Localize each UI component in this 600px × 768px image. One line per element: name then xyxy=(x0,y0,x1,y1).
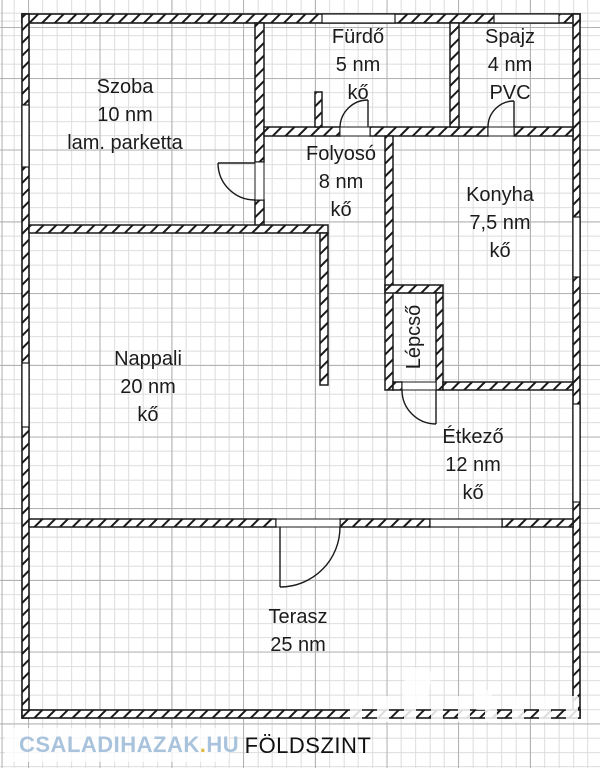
wall-furdo-bottom-left xyxy=(264,127,340,136)
room-floor: lam. parketta xyxy=(67,132,183,154)
wall-outer-bottom xyxy=(22,710,580,718)
room-area: 20 nm xyxy=(120,376,176,398)
room-label-folyoso xyxy=(306,140,376,224)
wall-nappali-right-partial xyxy=(320,233,328,385)
room-area: 12 nm xyxy=(445,454,501,476)
room-label-szoba xyxy=(67,73,183,157)
wall-szoba-right-upper xyxy=(255,23,264,162)
room-area: 10 nm xyxy=(97,104,153,126)
room-name: Nappali xyxy=(114,348,182,370)
room-name: Terasz xyxy=(268,606,328,628)
site-name-dot: . xyxy=(199,732,207,757)
wall-furdo-spajz-divider xyxy=(450,23,459,127)
wall-nappali-top xyxy=(29,225,328,233)
room-area: 7,5 nm xyxy=(469,212,531,234)
wall-lepcso-right xyxy=(436,293,443,390)
site-watermark xyxy=(5,728,240,762)
room-floor: PVC xyxy=(489,82,531,104)
window-konyha-right xyxy=(573,217,580,277)
room-floor: kő xyxy=(347,82,369,104)
door-opening-furdo xyxy=(340,127,370,136)
site-name-main: CSALADIHAZAK xyxy=(19,732,200,757)
room-floor: kő xyxy=(137,404,159,426)
door-opening-etkezo xyxy=(402,382,436,390)
window-spajz-top xyxy=(494,14,559,23)
wall-konyha-bottom xyxy=(443,382,573,390)
plan-title: FÖLDSZINT xyxy=(244,733,372,758)
window-terasz-top xyxy=(430,519,502,527)
room-floor: kő xyxy=(489,240,511,262)
door-opening-terasz xyxy=(276,519,340,527)
room-label-konyha xyxy=(466,181,534,265)
room-name: Spajz xyxy=(484,26,536,48)
wall-lepcso-top xyxy=(385,285,443,293)
door-opening-szoba xyxy=(255,162,264,200)
window-etkezo-right xyxy=(573,404,580,502)
room-name: Folyosó xyxy=(305,143,377,165)
room-name: Étkező xyxy=(442,426,504,448)
room-name: Lépcső xyxy=(403,304,425,370)
room-name: Szoba xyxy=(96,76,154,98)
room-label-lepcso xyxy=(400,305,428,370)
room-label-furdo xyxy=(332,23,384,107)
wall-spajz-bottom xyxy=(514,127,573,136)
site-name-tld: HU xyxy=(206,732,240,757)
wall-outer-right xyxy=(573,14,580,718)
window-szoba-left xyxy=(22,105,29,167)
room-label-terasz xyxy=(269,603,328,659)
window-nappali-left xyxy=(22,363,29,427)
site-name xyxy=(19,734,239,756)
door-szoba xyxy=(218,163,255,200)
door-opening-spajz xyxy=(488,127,514,136)
wall-furdo-bottom-right xyxy=(370,127,488,136)
wall-terasz-top-left xyxy=(29,519,276,527)
room-label-nappali xyxy=(114,345,182,429)
wall-furdo-stub xyxy=(315,92,322,127)
room-area: 8 nm xyxy=(318,171,364,193)
room-name: Konyha xyxy=(466,184,534,206)
room-label-spajz xyxy=(485,23,535,107)
door-etkezo xyxy=(402,390,436,424)
door-terasz xyxy=(280,527,340,587)
wall-terasz-top-right xyxy=(502,519,573,527)
wall-lepcso-bottom-piece xyxy=(393,382,402,390)
room-floor: kő xyxy=(462,482,484,504)
room-floor: kő xyxy=(330,199,352,221)
wall-terasz-top-mid xyxy=(340,519,430,527)
room-area: 5 nm xyxy=(335,54,381,76)
room-label-etkezo xyxy=(442,423,503,507)
room-area: 4 nm xyxy=(487,54,533,76)
room-area: 25 nm xyxy=(270,634,326,656)
room-name: Fürdő xyxy=(331,26,385,48)
window-furdo-top xyxy=(322,14,395,23)
wall-konyha-left xyxy=(385,136,393,390)
